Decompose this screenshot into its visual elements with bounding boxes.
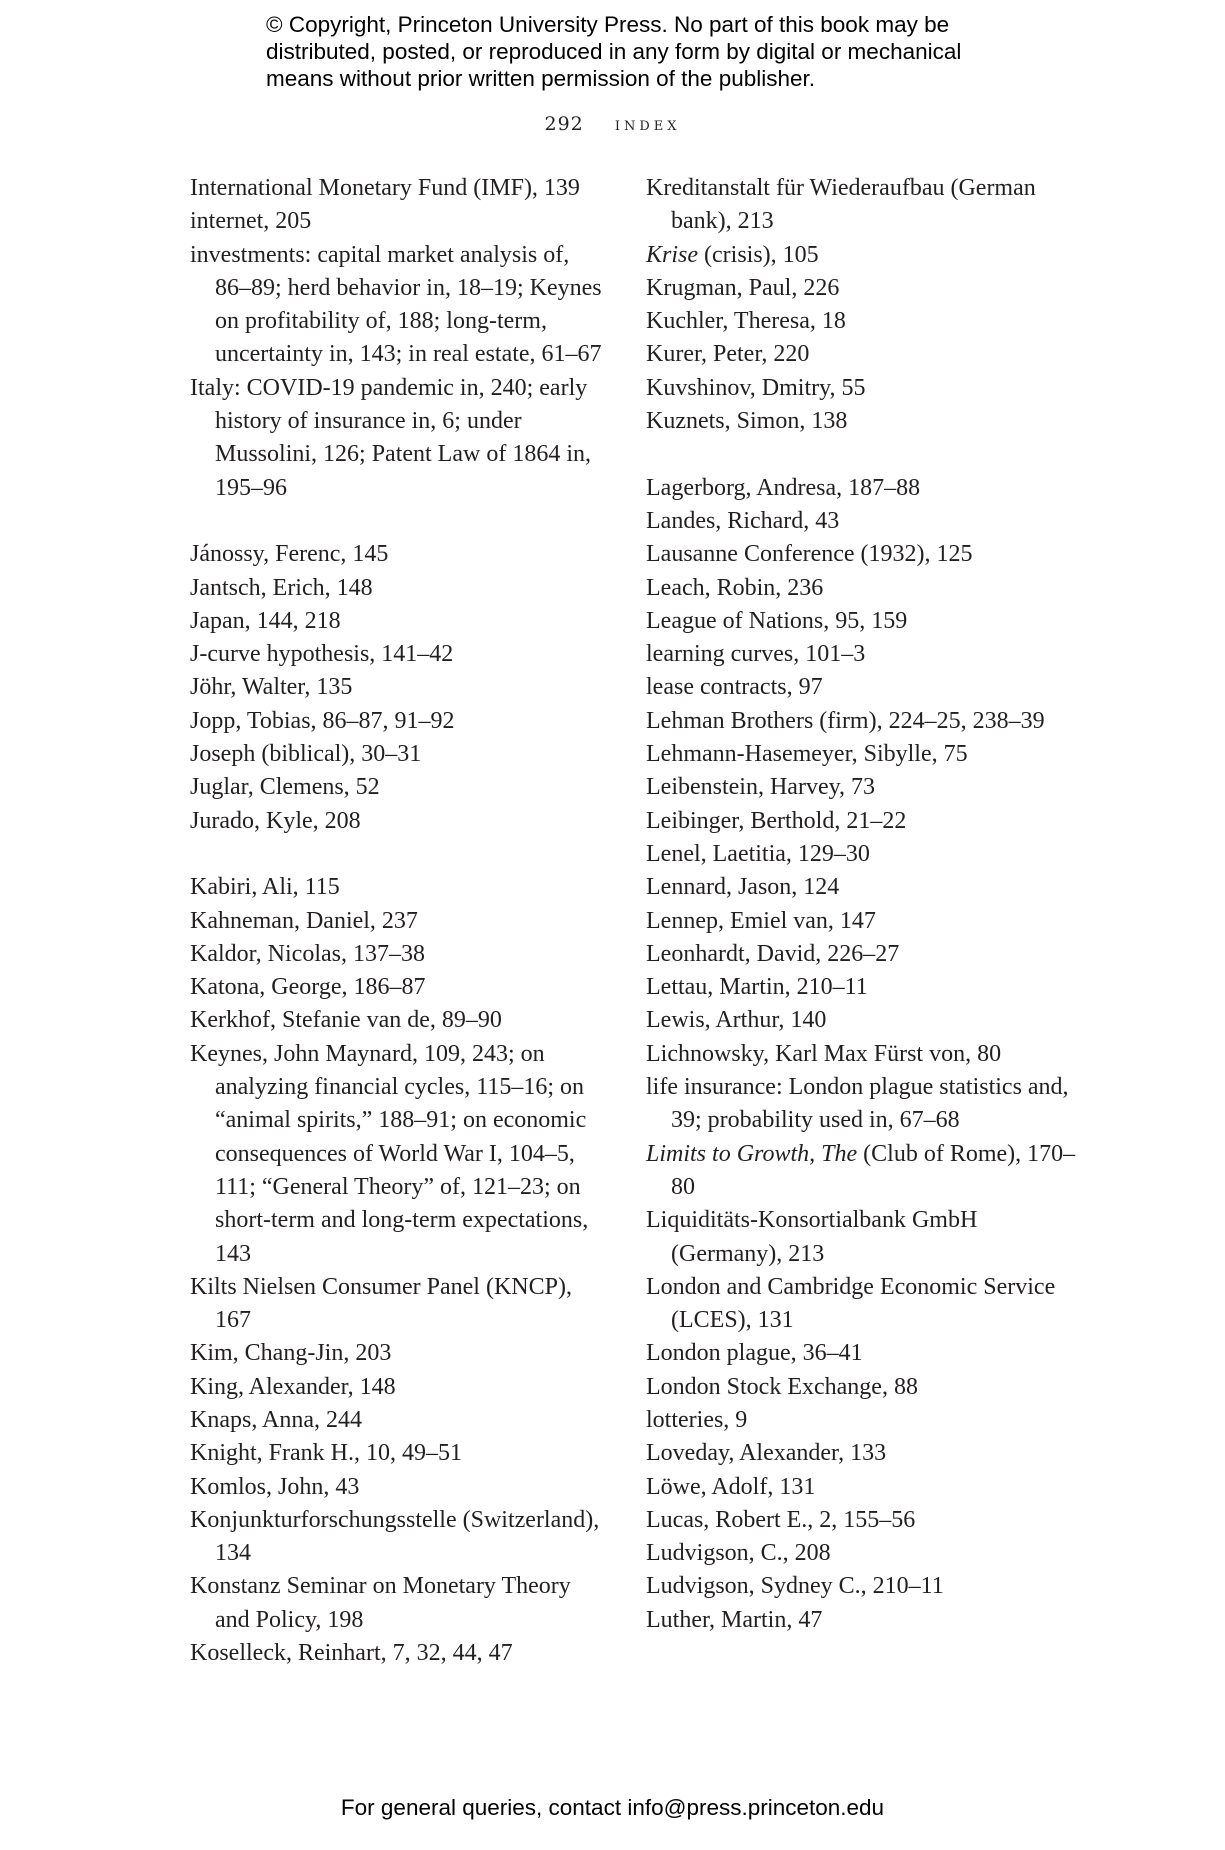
index-entry: Jantsch, Erich, 148	[190, 574, 373, 601]
running-head	[0, 113, 1225, 135]
index-entry: Jánossy, Ferenc, 145	[190, 541, 389, 568]
index-entry: Lagerborg, Andresa, 187–88	[646, 474, 921, 501]
index-entry: Konstanz Seminar on Monetary Theory and Policy, 198	[190, 1573, 571, 1633]
index-entry: Lucas, Robert E., 2, 155–56	[646, 1506, 916, 1533]
index-entry: Lausanne Conference (1932), 125	[646, 541, 973, 568]
entry-text: (Club of Rome), 170–80	[671, 1140, 1076, 1200]
index-entry: Italy: COVID-19 pandemic in, 240; early history of insurance in, 6; under Mussolini, 126; Patent Law of 1864 in, 195–96	[190, 374, 591, 501]
index-entry	[646, 239, 1076, 272]
index-entry: Juglar, Clemens, 52	[190, 774, 380, 801]
index-entry: Lehmann-Hasemeyer, Sibylle, 75	[646, 741, 968, 768]
letter-gap	[646, 438, 1076, 471]
index-entry: Leach, Robin, 236	[646, 574, 824, 601]
italic-title: Krise	[646, 241, 699, 268]
index-entry: Loveday, Alexander, 133	[646, 1440, 887, 1467]
index-entry: Kabiri, Ali, 115	[190, 874, 340, 901]
index-entry: King, Alexander, 148	[190, 1373, 396, 1400]
index-entry: lease contracts, 97	[646, 674, 823, 701]
index-entry: Krugman, Paul, 226	[646, 274, 840, 301]
index-entry: life insurance: London plague statistics and, 39; probability used in, 67–68	[646, 1074, 1069, 1134]
index-entry: Kuznets, Simon, 138	[646, 408, 848, 435]
index-entry: International Monetary Fund (IMF), 139	[190, 175, 580, 201]
index-entry: J-curve hypothesis, 141–42	[190, 641, 454, 668]
index-entry: Lewis, Arthur, 140	[646, 1007, 827, 1034]
index-entry: League of Nations, 95, 159	[646, 607, 908, 634]
letter-gap	[190, 838, 610, 871]
index-entry: Knaps, Anna, 244	[190, 1406, 362, 1433]
index-entry: Jurado, Kyle, 208	[190, 807, 361, 834]
index-entry: Ludvigson, C., 208	[646, 1540, 831, 1567]
index-column-left	[190, 172, 610, 1670]
index-entry: Joseph (biblical), 30–31	[190, 741, 422, 768]
index-entry: Komlos, John, 43	[190, 1473, 360, 1500]
index-entry: London plague, 36–41	[646, 1340, 863, 1367]
index-entry: Jopp, Tobias, 86–87, 91–92	[190, 707, 455, 734]
index-entry: Kuvshinov, Dmitry, 55	[646, 374, 866, 401]
index-column-right	[646, 172, 1076, 1637]
index-entry: Kurer, Peter, 220	[646, 341, 810, 368]
index-entry: Lennep, Emiel van, 147	[646, 907, 876, 934]
index-entry: Lennard, Jason, 124	[646, 874, 840, 901]
index-entry: London Stock Exchange, 88	[646, 1373, 918, 1400]
index-entry: Lenel, Laetitia, 129–30	[646, 840, 870, 867]
index-entry: Leonhardt, David, 226–27	[646, 940, 900, 967]
index-entry: Katona, George, 186–87	[190, 974, 426, 1001]
index-entry: Ludvigson, Sydney C., 210–11	[646, 1573, 944, 1600]
index-entry: Kuchler, Theresa, 18	[646, 308, 846, 335]
section-title: index	[614, 113, 681, 135]
index-entry: lotteries, 9	[646, 1406, 748, 1433]
footer-contact: For general queries, contact info@press.princeton.edu	[340, 1795, 885, 1820]
index-entry: Konjunkturforschungsstelle (Switzerland), 134	[190, 1506, 600, 1567]
index-entry: learning curves, 101–3	[646, 641, 866, 668]
index-entry: Lehman Brothers (firm), 224–25, 238–39	[646, 707, 1045, 734]
index-entry: Leibenstein, Harvey, 73	[646, 774, 876, 801]
copyright-notice	[266, 11, 1026, 92]
index-entry: Liquiditäts-Konsortialbank GmbH (Germany), 213	[646, 1207, 978, 1267]
italic-title: Limits to Growth, The	[646, 1140, 858, 1167]
index-entry: London and Cambridge Economic Service (LCES), 131	[646, 1273, 1056, 1334]
index-entry: Landes, Richard, 43	[646, 507, 840, 534]
copyright-line: distributed, posted, or reproduced in any form by digital or mechanical	[266, 39, 962, 64]
index-entry: Lichnowsky, Karl Max Fürst von, 80	[646, 1040, 1002, 1067]
index-entry: Kahneman, Daniel, 237	[190, 907, 418, 934]
index-entry: Keynes, John Maynard, 109, 243; on analyzing financial cycles, 115–16; on “animal spirits,” 188–91; on economic consequences of World War I, 104–5, 111; “General Theory” of, 121–23; on short-term and long-term expectations, 143	[190, 1040, 589, 1267]
index-entry: Kilts Nielsen Consumer Panel (KNCP), 167	[190, 1273, 572, 1334]
index-entry: Löwe, Adolf, 131	[646, 1473, 816, 1500]
index-entry: Leibinger, Berthold, 21–22	[646, 807, 907, 834]
index-entry: investments: capital market analysis of, 86–89; herd behavior in, 18–19; Keynes on profitability of, 188; long-term, uncertainty in, 143; in real estate, 61–67	[190, 241, 602, 368]
page-number: 292	[544, 113, 584, 135]
index-entry: Kaldor, Nicolas, 137–38	[190, 940, 425, 967]
index-entry: Kreditanstalt für Wiederaufbau (German bank), 213	[646, 175, 1036, 235]
copyright-line: © Copyright, Princeton University Press. No part of this book may be	[266, 12, 950, 37]
index-entry: Japan, 144, 218	[190, 607, 341, 634]
index-entry: Koselleck, Reinhart, 7, 32, 44, 47	[190, 1640, 513, 1667]
index-entry: Luther, Martin, 47	[646, 1606, 823, 1633]
letter-gap	[190, 505, 610, 538]
index-entry: Kim, Chang-Jin, 203	[190, 1340, 392, 1367]
entry-text: (crisis), 105	[698, 241, 819, 268]
index-entry	[646, 1138, 1076, 1205]
index-entry: Lettau, Martin, 210–11	[646, 974, 868, 1001]
copyright-line: means without prior written permission of the publisher.	[266, 66, 816, 91]
index-entry: Kerkhof, Stefanie van de, 89–90	[190, 1007, 502, 1034]
index-entry: internet, 205	[190, 208, 312, 235]
index-entry: Knight, Frank H., 10, 49–51	[190, 1440, 462, 1467]
index-entry: Jöhr, Walter, 135	[190, 674, 353, 701]
